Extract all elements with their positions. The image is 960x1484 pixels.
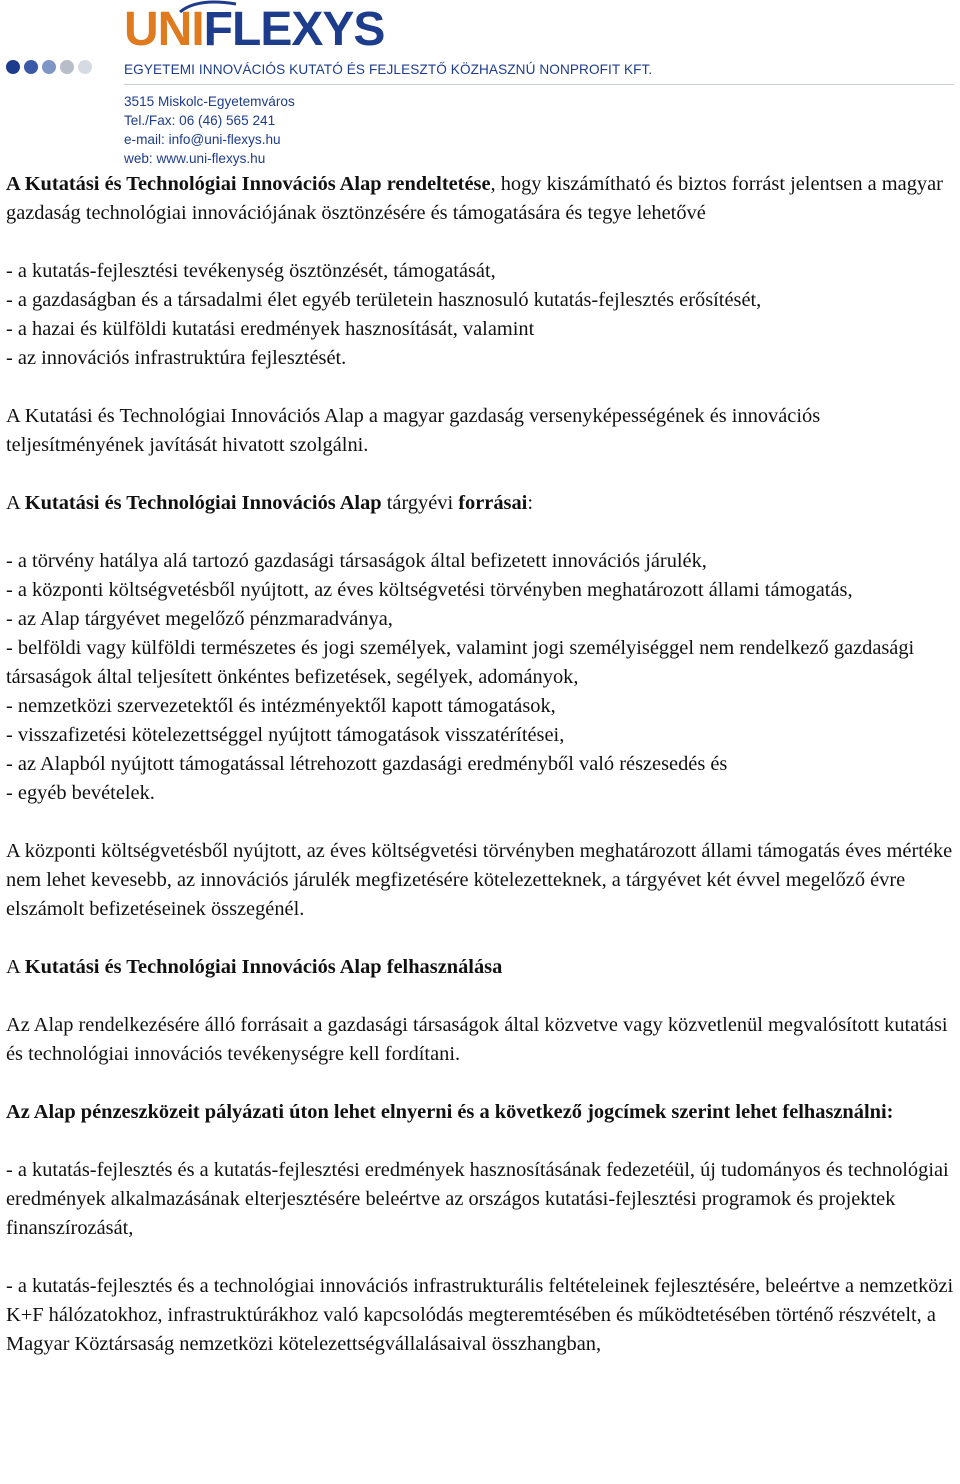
contact-phone: Tel./Fax: 06 (46) 565 241 xyxy=(124,113,276,128)
contact-web[interactable]: web: www.uni-flexys.hu xyxy=(124,151,266,166)
list-item: - a törvény hatálya alá tartozó gazdasági társaságok által befizetett innovációs járulék, xyxy=(6,550,707,572)
paragraph-purpose xyxy=(6,170,954,228)
contact-email[interactable]: e-mail: info@uni-flexys.hu xyxy=(124,132,281,147)
sources-heading-label: forrásai xyxy=(458,492,528,514)
logo-uni-text: UNI xyxy=(124,3,204,56)
logo-flexys-text: FLEXYS xyxy=(203,3,385,56)
sources-heading-mid: tárgyévi xyxy=(381,492,459,514)
sources-heading-colon: : xyxy=(527,492,534,514)
list-item: - belföldi vagy külföldi természetes és jogi személyek, valamint jogi személyiséggel nem rendelkező gazdasági társaságok által teljesített önkéntes befizetések, segélyek, adományok, xyxy=(6,637,915,688)
sources-heading xyxy=(6,489,954,518)
list-item: - a hazai és külföldi kutatási eredmények hasznosítását, valamint xyxy=(6,318,535,340)
tender-text: Az Alap pénzeszközeit pályázati úton lehet elnyerni és a következő jogcímek szerint lehet felhasználni: xyxy=(6,1101,894,1123)
paragraph-tender xyxy=(6,1098,954,1127)
paragraph-usage: Az Alap rendelkezésére álló forrásait a gazdasági társaságok által közvetve vagy közvetlenül megvalósított kutatási és technológiai innovációs tevékenységre kell fordítani. xyxy=(6,1014,948,1065)
letterhead xyxy=(0,0,960,170)
purpose-text: , hogy kiszámítható és biztos forrást jelentsen a magyar gazdaság technológiai innovációjának ösztönzésére és támogatására és tegye lehetővé xyxy=(6,173,943,224)
list-item: - egyéb bevételek. xyxy=(6,782,155,804)
sources-heading-prefix: A xyxy=(6,492,25,514)
usage-heading xyxy=(6,953,954,982)
company-logo xyxy=(124,3,385,56)
paragraph-use-rd: - a kutatás-fejlesztés és a kutatás-fejlesztési eredmények hasznosításának fedezetéül, új tudományos és technológiai eredmények alkalmazásának elterjesztésére beleértve az országos kutatási-fejlesztési programok és projektek finanszírozását, xyxy=(6,1159,949,1239)
usage-heading-text: Kutatási és Technológiai Innovációs Alap felhasználása xyxy=(24,956,503,978)
sources-list xyxy=(6,547,954,808)
document-body xyxy=(0,170,960,1359)
list-item: - nemzetközi szervezetektől és intézményektől kapott támogatások, xyxy=(6,695,556,717)
list-item: - visszafizetési kötelezettséggel nyújtott támogatások visszatérítései, xyxy=(6,724,565,746)
list-item: - a kutatás-fejlesztési tevékenység ösztönzését, támogatását, xyxy=(6,260,496,282)
list-item: - a központi költségvetésből nyújtott, az éves költségvetési törvényben meghatározott állami támogatás, xyxy=(6,579,853,601)
list-item: - az Alapból nyújtott támogatással létrehozott gazdasági eredményből való részesedés és xyxy=(6,753,728,775)
purpose-list xyxy=(6,257,954,373)
contact-address: 3515 Miskolc-Egyetemváros xyxy=(124,94,295,109)
list-item: - az Alap tárgyévet megelőző pénzmaradványa, xyxy=(6,608,393,630)
list-item: - az innovációs infrastruktúra fejlesztését. xyxy=(6,347,347,369)
contact-block xyxy=(124,92,295,168)
paragraph-state-support: A központi költségvetésből nyújtott, az éves költségvetési törvényben meghatározott állami támogatás éves mértéke nem lehet kevesebb, az innovációs járulék megfizetésére kötelezetteknek, a tárgyévet két évvel megelőző évre elszámolt befizetéseinek összegénél. xyxy=(6,840,953,920)
header-divider xyxy=(124,84,954,85)
logo-dots-graphic xyxy=(6,58,96,76)
paragraph-goal: A Kutatási és Technológiai Innovációs Alap a magyar gazdaság versenyképességének és innovációs teljesítményének javítását hivatott szolgálni. xyxy=(6,405,821,456)
logo-swoosh-icon xyxy=(178,0,238,14)
organization-name: EGYETEMI INNOVÁCIÓS KUTATÓ ÉS FEJLESZTŐ KÖZHASZNÚ NONPROFIT KFT. xyxy=(124,62,653,77)
purpose-heading: A Kutatási és Technológiai Innovációs Alap rendeltetése xyxy=(6,173,491,195)
list-item: - a gazdaságban és a társadalmi élet egyéb területein hasznosuló kutatás-fejlesztés erősítését, xyxy=(6,289,762,311)
paragraph-use-infrastructure: - a kutatás-fejlesztés és a technológiai innovációs infrastrukturális feltételeinek fejlesztésére, beleértve a nemzetközi K+F hálózatokhoz, infrastruktúrákhoz való kapcsolódás megteremtésében és működtetésében történő részvételt, a Magyar Köztársaság nemzetközi kötelezettségvállalásaival összhangban, xyxy=(6,1275,954,1355)
usage-heading-prefix: A xyxy=(6,956,25,978)
sources-heading-fund: Kutatási és Technológiai Innovációs Alap xyxy=(24,492,382,514)
